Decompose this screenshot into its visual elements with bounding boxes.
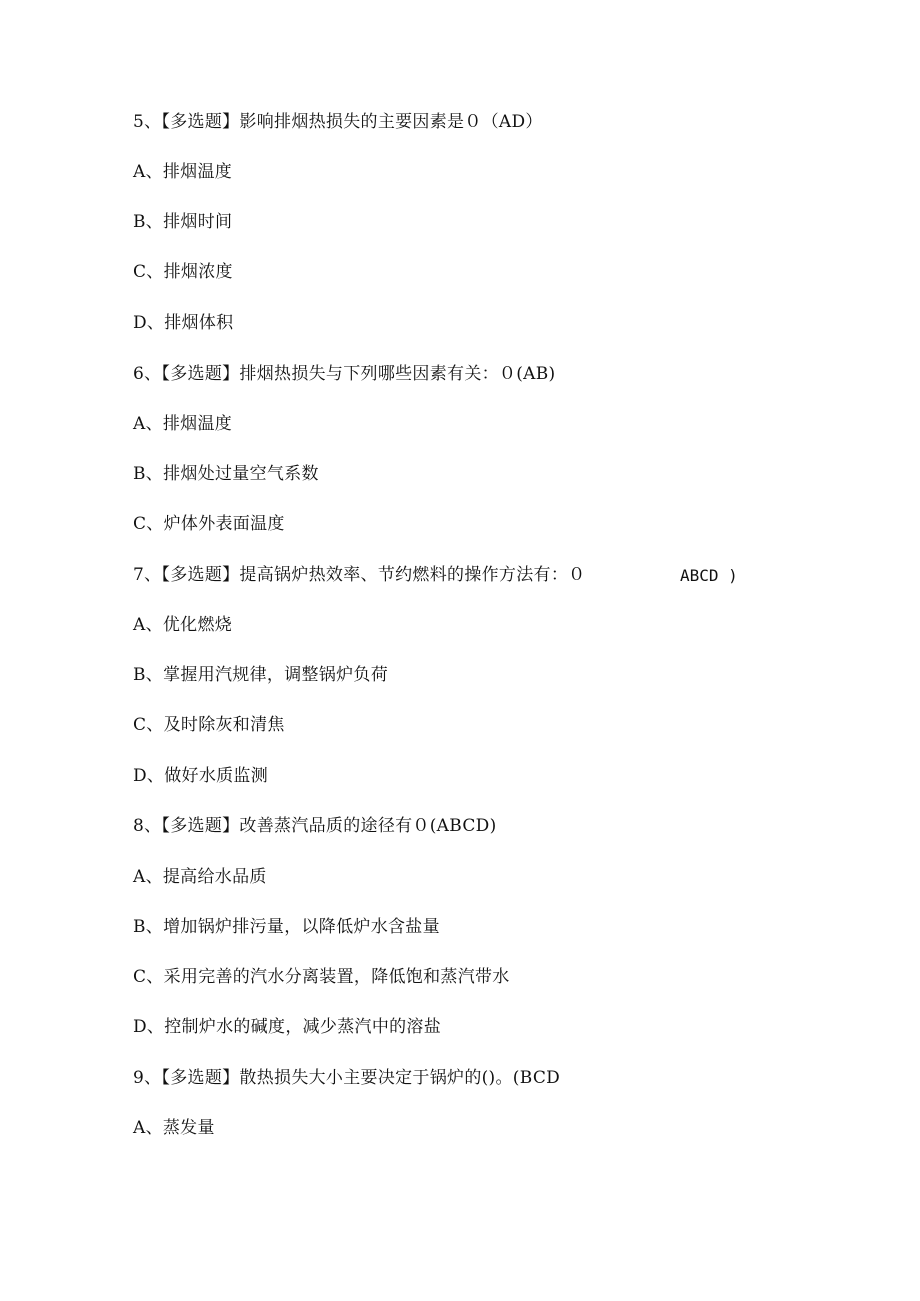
question-7-option-d: D、做好水质监测	[133, 766, 269, 786]
question-5-option-a: A、排烟温度	[133, 162, 233, 182]
question-6-option-b: B、排烟处过量空气系数	[133, 464, 319, 484]
question-6-stem: 6、【多选题】排烟热损失与下列哪些因素有关：０(AB)	[133, 364, 556, 384]
question-7-answer: ABCD )	[680, 566, 738, 585]
question-6-option-c: C、炉体外表面温度	[133, 514, 285, 534]
question-8-option-b: B、增加锅炉排污量，以降低炉水含盐量	[133, 917, 440, 937]
question-7-stem: 7、【多选题】提高锅炉热效率、节约燃料的操作方法有：０	[133, 565, 586, 585]
question-9-stem: 9、【多选题】散热损失大小主要决定于锅炉的()。(BCD	[133, 1068, 561, 1088]
question-5-stem: 5、【多选题】影响排烟热损失的主要因素是０（AD）	[133, 112, 543, 132]
question-8-option-d: D、控制炉水的碱度，减少蒸汽中的溶盐	[133, 1017, 442, 1037]
question-7-option-c: C、及时除灰和清焦	[133, 715, 285, 735]
question-9-option-a: A、蒸发量	[133, 1118, 215, 1138]
question-5-option-b: B、排烟时间	[133, 212, 233, 232]
question-6-option-a: A、排烟温度	[133, 414, 233, 434]
question-5-option-c: C、排烟浓度	[133, 262, 233, 282]
question-5-option-d: D、排烟体积	[133, 313, 234, 333]
question-7-option-a: A、优化燃烧	[133, 615, 233, 635]
question-8-option-c: C、采用完善的汽水分离装置，降低饱和蒸汽带水	[133, 967, 510, 987]
question-7-option-b: B、掌握用汽规律，调整锅炉负荷	[133, 665, 388, 685]
question-8-option-a: A、提高给水品质	[133, 867, 267, 887]
question-8-stem: 8、【多选题】改善蒸汽品质的途径有０(ABCD)	[133, 816, 497, 836]
